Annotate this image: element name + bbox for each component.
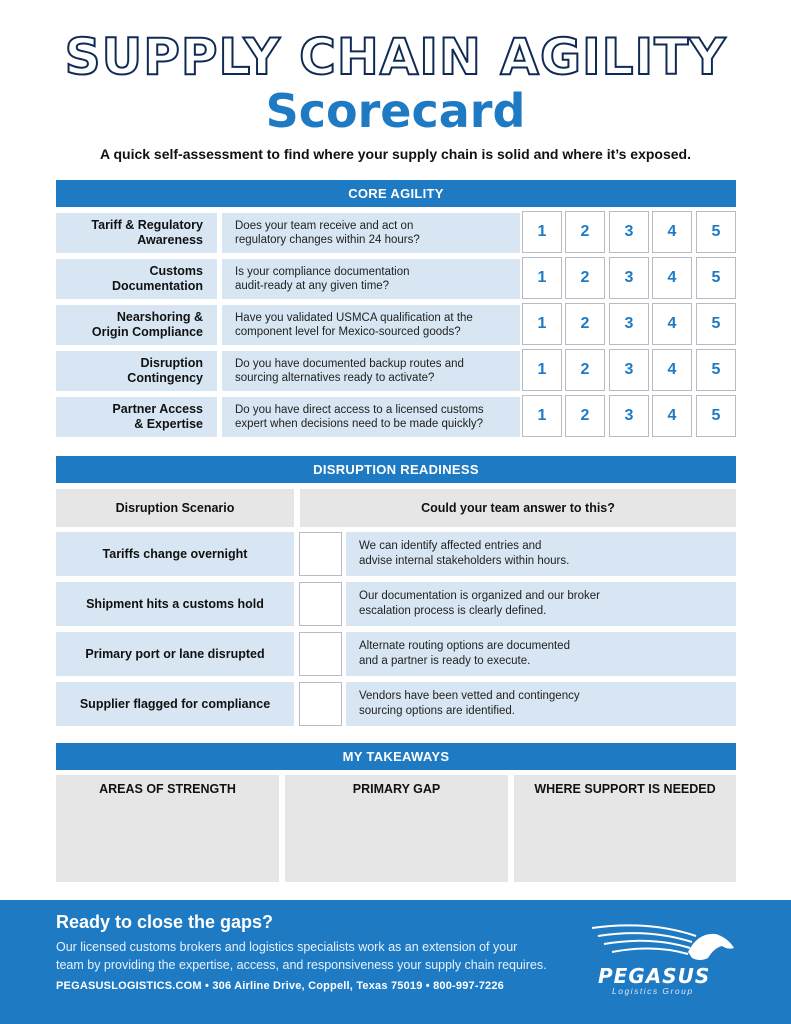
scenario-label: Primary port or lane disrupted — [56, 632, 294, 676]
score-box-3[interactable]: 3 — [609, 349, 649, 391]
scenario-label: Supplier flagged for compliance — [56, 682, 294, 726]
title-line-2: Scorecard — [265, 84, 526, 138]
subtitle: A quick self-assessment to find where your supply chain is solid and where it’s exposed. — [99, 146, 691, 162]
score-box-5[interactable]: 5 — [696, 303, 736, 345]
score-box-1[interactable]: 1 — [522, 257, 562, 299]
scenario-checkbox[interactable] — [299, 632, 342, 676]
core-row — [56, 305, 736, 345]
core-row-question: Is your compliance documentation audit-ready at any given time? — [222, 259, 520, 299]
score-box-4[interactable]: 4 — [652, 257, 692, 299]
score-box-1[interactable]: 1 — [522, 211, 562, 253]
score-box-4[interactable]: 4 — [652, 211, 692, 253]
core-row-question: Have you validated USMCA qualification at the component level for Mexico-sourced goods? — [222, 305, 520, 345]
core-row-label: Nearshoring & Origin Compliance — [56, 305, 217, 345]
core-row-question: Does your team receive and act on regulatory changes within 24 hours? — [222, 213, 520, 253]
scenario-answer: We can identify affected entries and advise internal stakeholders within hours. — [346, 532, 736, 576]
core-row — [56, 259, 736, 299]
score-box-3[interactable]: 3 — [609, 211, 649, 253]
footer — [0, 900, 791, 1024]
score-box-2[interactable]: 2 — [565, 303, 605, 345]
scenario-checkbox[interactable] — [299, 582, 342, 626]
scenario-answer: Our documentation is organized and our broker escalation process is clearly defined. — [346, 582, 736, 626]
scenario-label: Shipment hits a customs hold — [56, 582, 294, 626]
score-box-4[interactable]: 4 — [652, 303, 692, 345]
answer-column-header: Could your team answer to this? — [300, 489, 736, 527]
score-box-2[interactable]: 2 — [565, 349, 605, 391]
score-box-2[interactable]: 2 — [565, 257, 605, 299]
core-row — [56, 397, 736, 437]
score-box-1[interactable]: 1 — [522, 395, 562, 437]
logo-tagline: Logistics Group — [612, 986, 694, 996]
scenario-row — [56, 582, 736, 626]
score-box-1[interactable]: 1 — [522, 303, 562, 345]
score-box-2[interactable]: 2 — [565, 211, 605, 253]
scenario-checkbox[interactable] — [299, 682, 342, 726]
takeaway-gap-box[interactable]: PRIMARY GAP — [285, 775, 508, 882]
scenario-column-header: Disruption Scenario — [56, 489, 294, 527]
takeaway-support-box[interactable]: WHERE SUPPORT IS NEEDED — [514, 775, 736, 882]
core-row-question: Do you have direct access to a licensed customs expert when decisions need to be made quickly? — [222, 397, 520, 437]
takeaway-strength-box[interactable]: AREAS OF STRENGTH — [56, 775, 279, 882]
score-box-4[interactable]: 4 — [652, 395, 692, 437]
core-row — [56, 213, 736, 253]
scenario-answer: Vendors have been vetted and contingency sourcing options are identified. — [346, 682, 736, 726]
core-row-label: Disruption Contingency — [56, 351, 217, 391]
title-line-1: SUPPLY CHAIN AGILITY — [64, 28, 727, 86]
scenario-label: Tariffs change overnight — [56, 532, 294, 576]
logo-wordmark: PEGASUS — [598, 964, 711, 988]
takeaways-heading: MY TAKEAWAYS — [56, 743, 736, 770]
core-agility-heading: CORE AGILITY — [56, 180, 736, 207]
score-box-3[interactable]: 3 — [609, 395, 649, 437]
scenario-row — [56, 632, 736, 676]
scenario-answer: Alternate routing options are documented and a partner is ready to execute. — [346, 632, 736, 676]
core-row-label: Tariff & Regulatory Awareness — [56, 213, 217, 253]
scenario-checkbox[interactable] — [299, 532, 342, 576]
score-box-3[interactable]: 3 — [609, 257, 649, 299]
score-box-2[interactable]: 2 — [565, 395, 605, 437]
footer-contact[interactable]: PEGASUSLOGISTICS.COM • 306 Airline Drive, Coppell, Texas 75019 • 800-997-7226 — [56, 980, 504, 992]
core-row — [56, 351, 736, 391]
scenario-row — [56, 682, 736, 726]
core-row-question: Do you have documented backup routes and sourcing alternatives ready to activate? — [222, 351, 520, 391]
core-row-label: Customs Documentation — [56, 259, 217, 299]
disruption-readiness-heading: DISRUPTION READINESS — [56, 456, 736, 483]
score-box-5[interactable]: 5 — [696, 395, 736, 437]
score-box-3[interactable]: 3 — [609, 303, 649, 345]
footer-body: Our licensed customs brokers and logistics specialists work as an extension of your team by providing the expertise, access, and responsiveness your supply chain requires. — [56, 940, 547, 972]
scenario-row — [56, 532, 736, 576]
footer-title: Ready to close the gaps? — [56, 912, 274, 932]
score-box-5[interactable]: 5 — [696, 211, 736, 253]
score-box-1[interactable]: 1 — [522, 349, 562, 391]
core-row-label: Partner Access & Expertise — [56, 397, 217, 437]
score-box-4[interactable]: 4 — [652, 349, 692, 391]
score-box-5[interactable]: 5 — [696, 349, 736, 391]
score-box-5[interactable]: 5 — [696, 257, 736, 299]
